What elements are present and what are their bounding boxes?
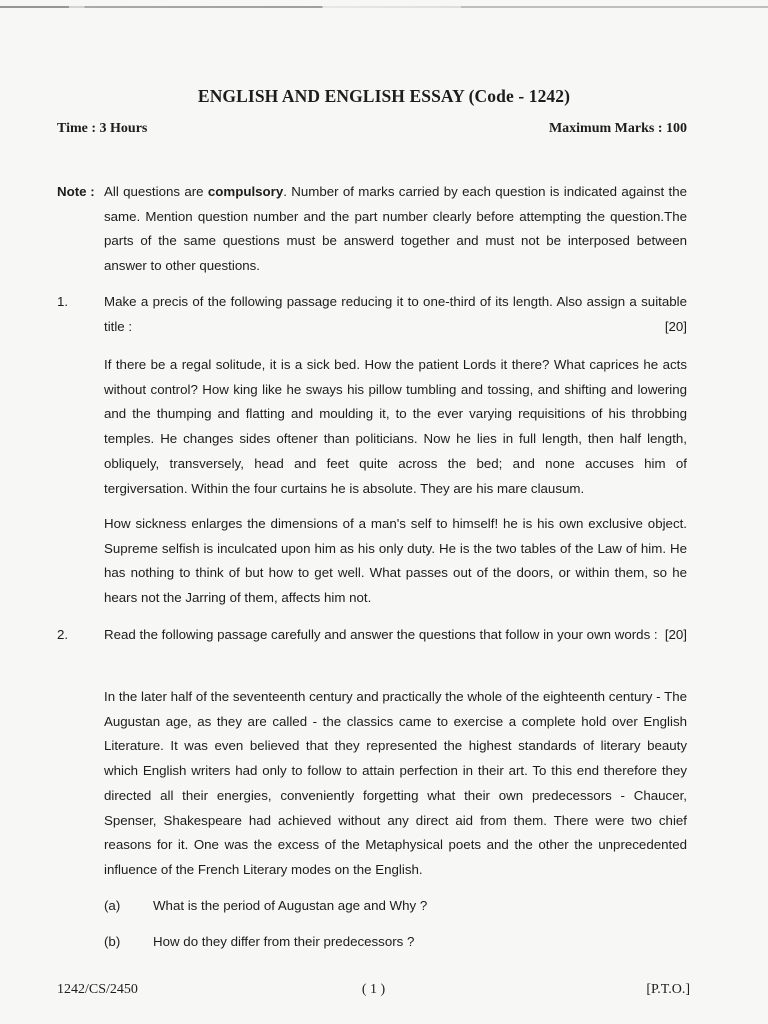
q1-passage-paragraph-1: If there be a regal solitude, it is a sick bed. How the patient Lords it there? What caprices he acts without control? How king like he sways his pillow tumbling and tossing, and shifting and lowering and the thumping and flatting and moulding it, to the ever varying requisitions of his throbbing temples. He changes sides oftener than politicians. Now he lies in full length, then half length, obliquely, transversely, head and feet quite across the bed; and none accuses him of tergiversation. Within the four curtains he is absolute. They are his mare clausum. <box>104 357 687 496</box>
q2-passage-paragraph: In the later half of the seventeenth century and practically the whole of the eighteenth century - The Augustan age, as they are called - the classics came to exercise a complete hold over English Literature. It was even believed that they represented the highest standards of literary beauty which English writers had only to follow to attain perfection in their art. To this end therefore they directed all their energies, conveniently forgetting what their own predecessors - Chaucer, Spenser, Shakespeare had achieved without any direct aid from them. There were two chief reasons for it. One was the excess of the Metaphysical poets and the other the unprecedented influence of the French Literary modes on the English. <box>104 689 687 877</box>
paper-title: ENGLISH AND ENGLISH ESSAY (Code - 1242) <box>197 86 571 106</box>
note-text-start: All questions are <box>104 184 208 199</box>
please-turn-over: [P.T.O.] <box>646 982 690 997</box>
question-marks: [20] <box>664 627 687 642</box>
sub-question-text: How do they differ from their predecessors ? <box>153 934 415 949</box>
sub-question-label: (a) <box>104 898 121 913</box>
scan-edge-line <box>0 6 768 8</box>
note-text <box>104 180 687 279</box>
note-label: Note : <box>57 184 95 199</box>
note-text-end: . Number of marks carried by each question is indicated against the same. Mention question number and the part number clearly before attempting the question.The parts of the same questions must be answerd together and must not be interposed between answer to other questions. <box>104 184 687 274</box>
instructions-note <box>57 180 687 279</box>
question-number: 1. <box>57 294 69 309</box>
sub-question-label: (b) <box>104 934 121 949</box>
sub-question-text: What is the period of Augustan age and Why ? <box>153 898 428 913</box>
question-2 <box>57 623 687 648</box>
question-prompt <box>104 623 687 648</box>
question-marks: [20] <box>664 318 687 334</box>
question-prompt <box>104 290 687 339</box>
question-prompt-text: Make a precis of the following passage reducing it to one-third of its length. Also assign a suitable title : <box>104 294 687 334</box>
note-emphasis: compulsory <box>207 184 284 199</box>
time-allowed: Time : 3 Hours <box>57 121 148 136</box>
question-1 <box>57 290 687 339</box>
paper-code: 1242/CS/2450 <box>57 982 138 997</box>
question-number: 2. <box>57 627 69 642</box>
page-number: ( 1 ) <box>361 982 386 997</box>
q1-passage-paragraph-2: How sickness enlarges the dimensions of a man's self to himself! he is his own exclusive object. Supreme selfish is inculcated upon him as his only duty. He is the two tables of the Law of him. He has nothing to think of but how to get well. What passes out of the doors, or within them, so he hears not the Jarring of them, affects him not. <box>104 516 687 606</box>
question-prompt-text: Read the following passage carefully and answer the questions that follow in your own words : <box>104 627 658 642</box>
sub-question-a <box>104 894 427 919</box>
sub-question-b <box>104 930 414 955</box>
maximum-marks: Maximum Marks : 100 <box>548 121 687 136</box>
